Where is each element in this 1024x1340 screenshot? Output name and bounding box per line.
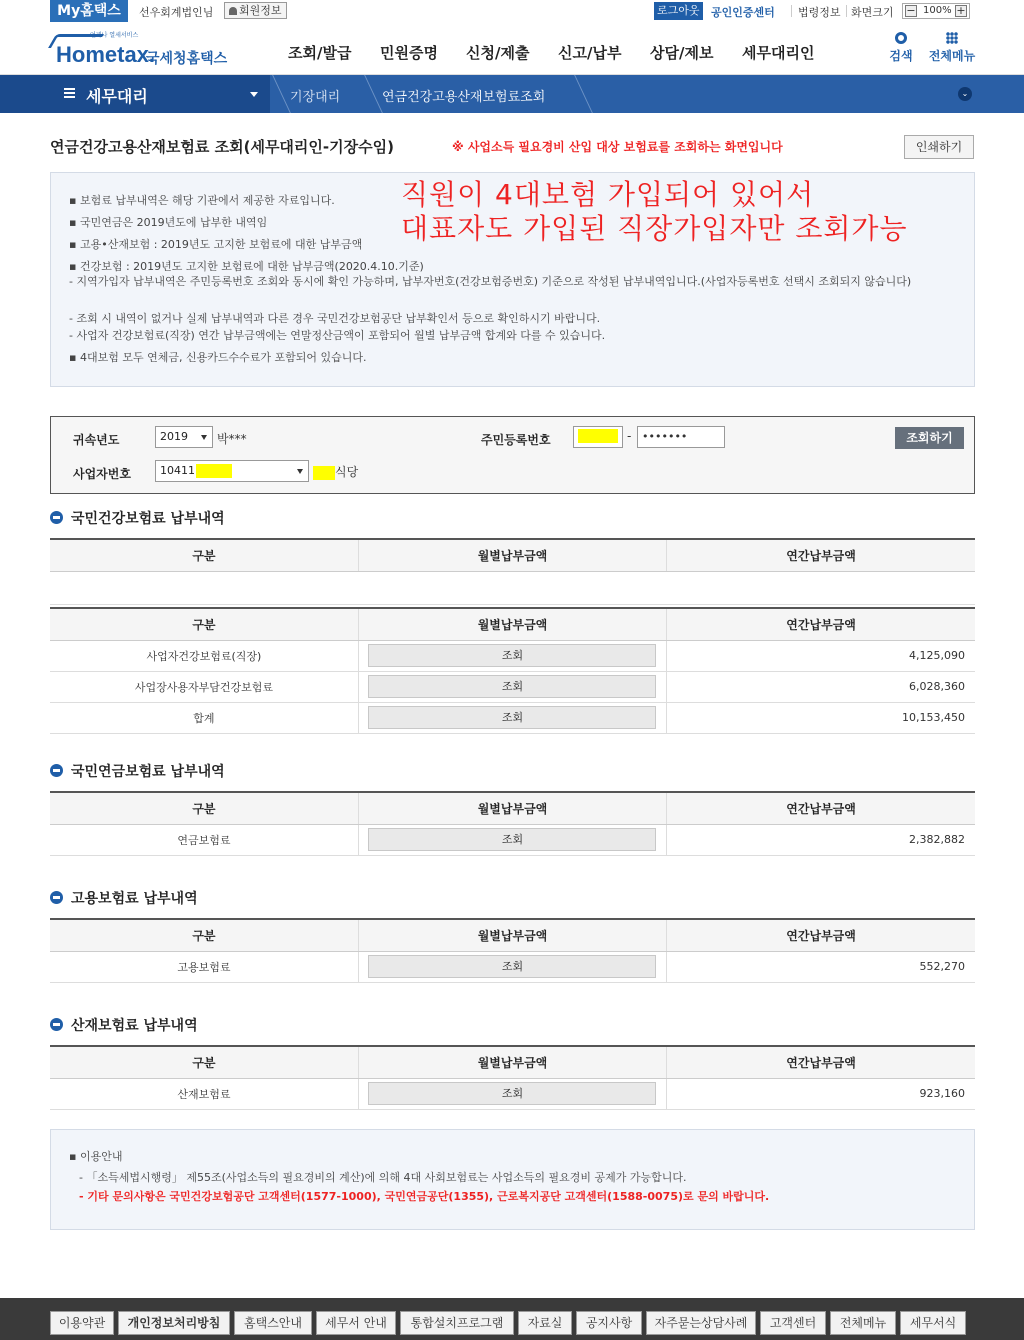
annotation-line-1: 직원이 4대보험 가입되어 있어서 xyxy=(401,178,815,211)
table-row xyxy=(50,1078,975,1109)
monthly-cell xyxy=(358,951,666,982)
table-row xyxy=(50,824,975,855)
empty-row xyxy=(50,571,975,604)
chevron-down-icon xyxy=(297,469,303,474)
info-line: - 조회 시 내역이 없거나 실제 납부내역과 다른 경우 국민건강보험공단 납부확인서 등으로 확인하시기 바랍니다. xyxy=(69,312,601,325)
annual-amount: 552,270 xyxy=(667,951,975,982)
arrow-circle-icon xyxy=(50,891,63,904)
rrn-dash: - xyxy=(627,429,632,443)
breadcrumb-item-bookkeeping[interactable]: 기장대리 xyxy=(290,90,341,105)
screen-size-label: 화면크기 xyxy=(851,6,894,19)
all-menu-button[interactable] xyxy=(928,30,976,64)
breadcrumb-item-current[interactable]: 연금건강고용산재보험료조회 xyxy=(382,90,546,105)
rrn-front-input[interactable] xyxy=(573,426,623,448)
section-title-text: 고용보험료 납부내역 xyxy=(71,891,198,907)
footer-link-terms[interactable]: 이용약관 xyxy=(50,1311,114,1335)
search-label: 검색 xyxy=(889,49,913,63)
search-form xyxy=(50,416,975,494)
column-header: 구분 xyxy=(50,539,358,571)
section-title-employment xyxy=(50,888,198,908)
column-header: 구분 xyxy=(50,919,358,951)
rrn-label: 주민등록번호 xyxy=(481,433,551,447)
query-button[interactable]: 조회하기 xyxy=(895,427,964,449)
hometax-logo[interactable] xyxy=(50,30,230,70)
arrow-circle-icon xyxy=(50,764,63,777)
column-header: 월별납부금액 xyxy=(358,919,666,951)
footer-link-tax-forms[interactable]: 세무서식 xyxy=(900,1311,966,1335)
redaction-mark xyxy=(196,464,232,478)
page-title: 연금건강고용산재보험료 조회(세무대리인-기장수임) xyxy=(50,138,394,156)
info-line: ▪ 고용•산재보험 : 2019년도 고지한 보험료에 대한 납부금액 xyxy=(69,238,363,251)
year-value: 2019 xyxy=(160,430,188,443)
member-info-label: 회원정보 xyxy=(239,4,282,17)
year-label: 귀속년도 xyxy=(73,433,120,447)
annual-amount: 923,160 xyxy=(667,1078,975,1109)
zoom-out-button[interactable]: − xyxy=(906,4,916,17)
monthly-query-button[interactable]: 조회 xyxy=(368,1082,656,1105)
top-utility-bar xyxy=(0,0,1024,22)
section-title-health xyxy=(50,508,225,528)
divider xyxy=(791,5,792,17)
column-header: 구분 xyxy=(50,1046,358,1078)
rrn-back-input[interactable]: ••••••• xyxy=(637,426,725,448)
monthly-cell xyxy=(358,671,666,702)
row-label: 고용보험료 xyxy=(50,951,358,982)
section-title-text: 국민연금보험료 납부내역 xyxy=(71,764,225,780)
table-row xyxy=(50,702,975,733)
gnb-item-tax-agent[interactable]: 세무대리인 xyxy=(742,44,815,62)
breadcrumb-separator xyxy=(351,75,383,113)
guide-line: - 「소득세법시행령」 제55조(사업소득의 필요경비의 계산)에 의해 4대 사회보험료는 사업소득의 필요경비 공제가 가능합니다. xyxy=(79,1171,687,1184)
employment-table xyxy=(50,918,975,983)
gnb-item-certificate[interactable]: 민원증명 xyxy=(380,44,438,62)
table-row xyxy=(50,951,975,982)
nav-left-fill xyxy=(0,75,50,113)
gnb-item-application[interactable]: 신청/제출 xyxy=(466,44,530,62)
monthly-cell xyxy=(358,824,666,855)
logo-korean: 국세청홈택스 xyxy=(146,51,228,67)
zoom-control xyxy=(902,3,970,19)
zoom-in-button[interactable]: + xyxy=(956,4,966,17)
footer-link-faq[interactable]: 자주묻는상담사례 xyxy=(646,1311,756,1335)
footer-link-library[interactable]: 자료실 xyxy=(518,1311,572,1335)
zoom-value: 100% xyxy=(923,5,952,16)
footer-link-privacy[interactable]: 개인정보처리방침 xyxy=(118,1311,230,1335)
info-line: - 지역가입자 납부내역은 주민등록번호 조회와 동시에 확인 가능하며, 납부자번호(건강보험증번호) 기준으로 작성된 납부내역입니다.(사업자등록번호 선택시 조회되지 않습니다) xyxy=(69,275,912,288)
monthly-query-button[interactable]: 조회 xyxy=(368,828,656,851)
info-line: - 사업자 건강보험료(직장) 연간 납부금액에는 연말정산금액이 포함되어 월별 납부금액 합계와 다를 수 있습니다. xyxy=(69,329,606,342)
monthly-cell xyxy=(358,640,666,671)
chevron-down-icon[interactable] xyxy=(250,92,258,97)
year-select[interactable] xyxy=(155,426,213,448)
column-header: 연간납부금액 xyxy=(667,1046,975,1078)
search-icon xyxy=(895,32,907,44)
monthly-cell xyxy=(358,702,666,733)
expand-circle-icon[interactable]: ⌄ xyxy=(958,87,972,101)
health-detail-table xyxy=(50,607,975,734)
redaction-mark xyxy=(313,466,335,480)
print-button[interactable]: 인쇄하기 xyxy=(904,135,974,159)
column-header: 구분 xyxy=(50,792,358,824)
arrow-circle-icon xyxy=(50,1018,63,1031)
business-name-text: 식당 xyxy=(335,465,359,479)
logo-tagline: 언제나 열세서비스 xyxy=(90,32,139,39)
section-title-pension xyxy=(50,761,225,781)
footer-link-install[interactable]: 통합설치프로그램 xyxy=(400,1311,514,1335)
guide-title: ▪ 이용안내 xyxy=(69,1150,123,1163)
footer xyxy=(0,1298,1024,1340)
monthly-cell xyxy=(358,1078,666,1109)
section-title-text: 산재보험료 납부내역 xyxy=(71,1018,198,1034)
gnb-item-filing[interactable]: 신고/납부 xyxy=(558,44,622,62)
divider xyxy=(846,5,847,17)
chevron-down-icon xyxy=(201,435,207,440)
footer-link-all-menu[interactable]: 전체메뉴 xyxy=(830,1311,896,1335)
health-summary-table xyxy=(50,538,975,605)
gnb-item-consult[interactable]: 상담/제보 xyxy=(650,44,714,62)
industrial-table xyxy=(50,1045,975,1110)
footer-link-notice[interactable]: 공지사항 xyxy=(576,1311,642,1335)
footer-link-tax-office[interactable]: 세무서 안내 xyxy=(316,1311,396,1335)
monthly-query-button[interactable]: 조회 xyxy=(368,955,656,978)
monthly-query-button[interactable]: 조회 xyxy=(368,706,656,729)
search-button[interactable] xyxy=(888,30,914,64)
redaction-mark xyxy=(578,429,618,443)
monthly-query-button[interactable]: 조회 xyxy=(368,675,656,698)
annual-amount: 10,153,450 xyxy=(667,702,975,733)
column-header: 구분 xyxy=(50,608,358,640)
nav-section-title[interactable]: 세무대리 xyxy=(86,87,148,106)
footer-link-customer-center[interactable]: 고객센터 xyxy=(760,1311,826,1335)
info-line: ▪ 국민연금은 2019년도에 납부한 내역임 xyxy=(69,216,268,229)
column-header: 월별납부금액 xyxy=(358,608,666,640)
page-notice: ※ 사업소득 필요경비 산입 대상 보험료를 조회하는 화면입니다 xyxy=(452,140,783,154)
business-number-label: 사업자번호 xyxy=(73,467,131,481)
taxpayer-name: 박*** xyxy=(217,432,247,446)
gnb-item-inquiry[interactable]: 조회/발급 xyxy=(288,44,352,62)
column-header: 연간납부금액 xyxy=(667,539,975,571)
breadcrumb-separator xyxy=(561,75,593,113)
law-info-link[interactable]: 법령정보 xyxy=(798,6,841,19)
column-header: 연간납부금액 xyxy=(667,919,975,951)
user-name: 선우회계법인님 xyxy=(139,6,214,19)
table-row xyxy=(50,640,975,671)
column-header: 월별납부금액 xyxy=(358,1046,666,1078)
usage-guide-box xyxy=(50,1129,975,1230)
my-hometax-button[interactable]: My홈택스 xyxy=(50,0,128,22)
arrow-circle-icon xyxy=(50,511,63,524)
hamburger-icon[interactable] xyxy=(64,88,75,98)
info-line: ▪ 4대보험 모두 연체금, 신용카드수수료가 포함되어 있습니다. xyxy=(69,351,367,364)
grid-menu-icon xyxy=(946,32,958,44)
column-header: 월별납부금액 xyxy=(358,539,666,571)
row-label: 연금보험료 xyxy=(50,824,358,855)
info-line: ▪ 건강보험 : 2019년도 고지한 보험료에 대한 납부금액(2020.4.10.기준) xyxy=(69,260,424,273)
logo-text: Hometax. xyxy=(56,42,156,67)
user-icon xyxy=(229,7,237,15)
annual-amount: 4,125,090 xyxy=(667,640,975,671)
section-title-text: 국민건강보험료 납부내역 xyxy=(71,511,225,527)
business-number-value: 10411 xyxy=(160,464,195,477)
column-header: 연간납부금액 xyxy=(667,792,975,824)
column-header: 연간납부금액 xyxy=(667,608,975,640)
nav-section-selector[interactable] xyxy=(50,75,270,113)
breadcrumb-bar xyxy=(0,75,1024,113)
member-info-button[interactable] xyxy=(224,2,287,19)
all-menu-label: 전체메뉴 xyxy=(928,49,976,63)
row-label: 사업장사용자부담건강보험료 xyxy=(50,671,358,702)
footer-link-hometax-guide[interactable]: 홈택스안내 xyxy=(234,1311,312,1335)
pension-table xyxy=(50,791,975,856)
guide-contact-line: - 기타 문의사항은 국민건강보험공단 고객센터(1577-1000), 국민연금공단(1355), 근로복지공단 고객센터(1588-0075)로 문의 바랍니다. xyxy=(79,1190,770,1203)
business-name xyxy=(313,463,358,480)
table-row xyxy=(50,671,975,702)
main-header xyxy=(0,22,1024,75)
annual-amount: 2,382,882 xyxy=(667,824,975,855)
column-header: 월별납부금액 xyxy=(358,792,666,824)
row-label: 합계 xyxy=(50,702,358,733)
annotation-line-2: 대표자도 가입된 직장가입자만 조회가능 xyxy=(401,212,908,245)
cert-center-link[interactable]: 공인인증센터 xyxy=(711,6,775,19)
business-number-select[interactable] xyxy=(155,460,309,482)
annual-amount: 6,028,360 xyxy=(667,671,975,702)
row-label: 사업자건강보험료(직장) xyxy=(50,640,358,671)
info-line: ▪ 보험료 납부내역은 해당 기관에서 제공한 자료입니다. xyxy=(69,194,335,207)
logout-button[interactable]: 로그아웃 xyxy=(654,2,703,20)
row-label: 산재보험료 xyxy=(50,1078,358,1109)
info-box xyxy=(50,172,975,387)
section-title-industrial xyxy=(50,1015,198,1035)
monthly-query-button[interactable]: 조회 xyxy=(368,644,656,667)
